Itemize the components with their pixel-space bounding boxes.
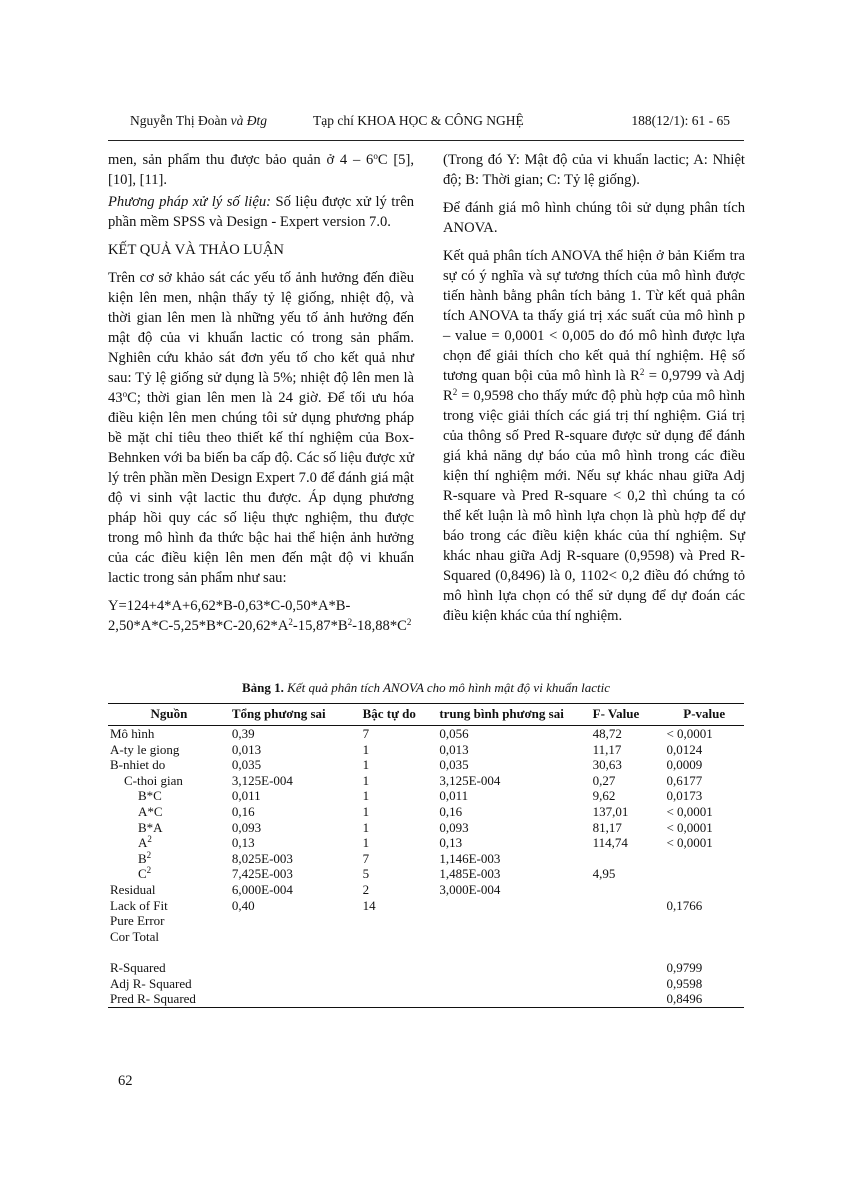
table-cell: [591, 882, 665, 898]
table-cell: 0,0009: [666, 757, 703, 773]
table-row: [108, 991, 744, 1007]
table-cell: 0,13: [231, 835, 255, 851]
anova-text-c: = 0,9598 cho thấy mức độ phù hợp của mô hình trong việc giải thích các giá trị thí nghiệm. Giá trị của thông số Pred R-square được sử dụng để đánh giá khả năng dự báo của mô hình trong các điều kiện thí nghiệm mới. Nếu sự khác nhau giữa Adj R-square và Pred R-square < 0,2 thì chúng ta có thể kết luận là mô hình lựa chọn là phù hợp để dự báo trong các điều kiện khác của thí nghiệm. Sự khác nhau giữa Adj R-square (0,9598) và Pred R- Squared (0,8496) là 0, 1102< 0,2 điều đó chứng tỏ mô hình lựa chọn có thể sử dụng để dự đoán các điều kiện khác của thí nghiệm.: [443, 388, 745, 624]
table-cell: 1: [362, 772, 370, 788]
table-cell: A*C: [138, 803, 163, 819]
table-cell: 0,093: [231, 819, 262, 835]
table-cell: [437, 976, 590, 992]
table-cell: 8,025E-003: [231, 850, 293, 866]
table-cell: 1: [362, 788, 370, 804]
header-p-value: P-value: [664, 704, 744, 726]
paragraph-anova-intro: Để đánh giá mô hình chúng tôi sử dụng phân tích ANOVA.: [443, 200, 745, 236]
table-cell: 7: [362, 850, 370, 866]
table-cell: 0,056: [439, 726, 469, 741]
table-cell: 3,000E-004: [439, 881, 501, 897]
table-cell: 0,0124: [666, 741, 703, 757]
table-cell: C-thoi gian: [124, 772, 183, 788]
table-cell: 0,035: [231, 757, 262, 773]
sup-degree: o: [373, 151, 378, 161]
table-cell: [664, 882, 744, 898]
table-cell: 0,9598: [666, 975, 703, 991]
table-row: [108, 898, 744, 914]
table-cell: 0,6177: [666, 772, 703, 788]
table-cell: 0,16: [231, 803, 255, 819]
table-cell: 1: [362, 819, 370, 835]
table-row: [108, 742, 744, 758]
table-row: [108, 851, 744, 867]
term-sup: 2: [146, 865, 152, 876]
table-row: [108, 882, 744, 898]
table-row: [108, 788, 744, 804]
table-row: [108, 960, 744, 976]
table-cell: 81,17: [592, 819, 622, 835]
table-cell: [437, 944, 590, 960]
table-cell: Residual: [110, 881, 156, 897]
table-cell: [437, 913, 590, 929]
table-cell: [664, 866, 744, 882]
table-cell: Pred R- Squared: [108, 991, 230, 1007]
table-row: [108, 929, 744, 945]
table-cell: Pure Error: [110, 913, 165, 929]
table-cell: 1: [362, 741, 370, 757]
table-cell: 9,62: [592, 788, 616, 804]
text-storage-tail: C [5], [10], [11].: [108, 152, 414, 188]
table-cell: 0,13: [439, 835, 463, 851]
table-cell: Adj R- Squared: [110, 975, 192, 991]
table-cell: [230, 991, 361, 1007]
header-author-name: Nguyễn Thị Đoàn: [130, 113, 228, 128]
running-header: [130, 113, 730, 135]
table-cell: [230, 929, 361, 945]
table-row: [108, 804, 744, 820]
table-cell: 0,16: [439, 803, 463, 819]
term-label: A: [138, 835, 148, 851]
table-row: [108, 726, 744, 742]
table-cell: < 0,0001: [666, 819, 713, 835]
table-cell: [108, 866, 230, 882]
table-caption: [108, 680, 744, 696]
table-cell: [230, 976, 361, 992]
table-cell: 1,485E-003: [439, 866, 501, 882]
table-cell: [108, 835, 230, 851]
table-cell: [591, 851, 665, 867]
term-label: B: [138, 850, 147, 866]
table-cell: 6,000E-004: [231, 881, 293, 897]
header-mean-square: trung bình phương sai: [437, 704, 590, 726]
table-row: [108, 757, 744, 773]
table-cell: [591, 991, 665, 1007]
table-row: [108, 820, 744, 836]
sup-degree: o: [122, 389, 128, 399]
caption-text: Kết quả phân tích ANOVA cho mô hình mật độ vi khuẩn lactic: [283, 680, 610, 695]
table-cell: [108, 944, 230, 960]
header-journal: Tạp chí KHOA HỌC & CÔNG NGHỆ: [313, 113, 524, 128]
regression-formula: [108, 596, 414, 636]
results-text-a: Trên cơ sở khảo sát các yếu tố ảnh hưởng đến điều kiện lên men, nhận thấy tỷ lệ giống, nhiệt độ, và thời gian lên men là những yếu tố ảnh hưởng đến mật độ của vi khuẩn lactic có trong sản phẩm. Nghiên cứu khảo sát đơn yếu tố cho kết quả như sau: Tỷ lệ giống sử dụng là 5%; nhiệt độ lên men là 43: [108, 270, 414, 406]
term-sup: 2: [146, 849, 152, 860]
table-cell: 0,1766: [666, 897, 703, 913]
table-cell: < 0,0001: [666, 726, 713, 741]
table-cell: 30,63: [592, 757, 622, 773]
table-cell: [361, 929, 438, 945]
table-row: [108, 976, 744, 992]
header-rule: [108, 140, 744, 141]
table-cell: 11,17: [592, 741, 622, 757]
table-cell: [664, 913, 744, 929]
table-cell: B-nhiet do: [110, 757, 166, 773]
paragraph-variables: (Trong đó Y: Mật độ của vi khuẩn lactic; A: Nhiệt độ; B: Thời gian; C: Tỷ lệ giống).: [443, 152, 745, 188]
table-row: [108, 944, 744, 960]
table-cell: 48,72: [592, 726, 622, 741]
table-cell: [230, 913, 361, 929]
table-cell: 0,8496: [664, 991, 744, 1007]
table-cell: [664, 851, 744, 867]
caption-label: Bảng 1.: [242, 680, 284, 695]
table-cell: [361, 913, 438, 929]
formula-part-b: -15,87*B: [292, 618, 348, 634]
header-f-value: F- Value: [591, 704, 665, 726]
table-row: [108, 835, 744, 851]
table-row: [108, 913, 744, 929]
table-cell: 3,125E-004: [231, 772, 293, 788]
table-cell: [361, 976, 438, 992]
table-cell: 1,146E-003: [439, 850, 501, 866]
results-text-b: C; thời gian lên men là 24 giờ. Để tối ưu hóa điều kiện lên men chúng tôi sử dụng phương pháp bề mặt chỉ tiêu theo thiết kế thí nghiệm của Box-Behnken với ba biến ba cấp độ. Các số liệu được xử lý trên phần mền Design Expert 7.0 để đánh giá mật độ vi sinh vật lactic thu được. Áp dụng phương pháp hồi quy các số liệu thực nghiệm, thu được trong mô hình đa thức bậc hai thể hiện ảnh hưởng của các điều kiện lên men đến mật độ vi khuẩn lactic trong sản phẩm như sau:: [108, 390, 414, 586]
table-cell: B*A: [138, 819, 163, 835]
table-cell: [591, 898, 665, 914]
table-cell: [591, 976, 665, 992]
paragraph-anova-results: [443, 246, 745, 626]
table-cell: 7: [362, 726, 370, 741]
table-cell: [108, 851, 230, 867]
term-label: C: [138, 866, 147, 882]
table-cell: Mô hình: [110, 726, 155, 741]
methods-text: Số liệu được xử lý trên phần mềm SPSS và Design - Expert version 7.0.: [108, 194, 414, 230]
table-cell: [437, 929, 590, 945]
table-cell: Lack of Fit: [110, 897, 168, 913]
formula-sup: 2: [347, 617, 353, 627]
formula-sup: 2: [288, 617, 293, 627]
table-cell: 1: [362, 757, 370, 773]
table-cell: 1: [362, 835, 370, 851]
formula-part-c: -18,88*C: [352, 618, 407, 634]
header-df: Bậc tự do: [361, 704, 438, 726]
header-sum-squares: Tổng phương sai: [230, 704, 361, 726]
table-cell: [230, 960, 361, 976]
anova-text-b: = 0,9799 và Adj R: [443, 368, 745, 404]
header-authors: [130, 113, 267, 129]
anova-table: [108, 703, 744, 1008]
table-cell: 4,95: [592, 866, 616, 882]
paragraph-methods: [108, 192, 414, 232]
table-cell: 7,425E-003: [231, 866, 293, 882]
page-number: 62: [118, 1073, 133, 1089]
table-cell: B*C: [138, 788, 162, 804]
table-cell: 0,39: [231, 726, 255, 741]
formula-part-a: Y=124+4*A+6,62*B-0,63*C-0,50*A*B-2,50*A*C-5,25*B*C-20,62*A: [108, 598, 351, 634]
table-cell: [361, 960, 438, 976]
table-cell: 0,27: [592, 772, 616, 788]
methods-label: Phương pháp xử lý số liệu:: [108, 194, 271, 210]
table-cell: [591, 929, 665, 945]
table-cell: < 0,0001: [666, 835, 713, 851]
table-row: [108, 773, 744, 789]
table-cell: 0,40: [231, 897, 255, 913]
table-cell: R-Squared: [110, 959, 166, 975]
formula-sup: 2: [406, 617, 412, 627]
table-cell: < 0,0001: [666, 803, 713, 819]
table-cell: 0,0173: [666, 788, 703, 804]
table-cell: [591, 960, 665, 976]
table-row: [108, 866, 744, 882]
table-cell: [437, 960, 590, 976]
header-author-etal: và Đtg: [230, 113, 267, 128]
table-cell: 0,013: [231, 741, 262, 757]
table-cell: 0,013: [439, 741, 469, 757]
table-cell: A-ty le giong: [110, 741, 180, 757]
header-source: Nguồn: [108, 704, 230, 726]
table-cell: [437, 898, 590, 914]
table-cell: [664, 944, 744, 960]
table-cell: 137,01: [592, 803, 629, 819]
table-cell: [230, 944, 361, 960]
paragraph-storage: [108, 150, 414, 190]
table-cell: 0,093: [439, 819, 469, 835]
table-cell: 5: [362, 866, 370, 882]
table-cell: 2: [362, 881, 370, 897]
table-cell: [591, 944, 665, 960]
sup-square: 2: [639, 367, 645, 377]
text-storage: men, sản phẩm thu được bảo quản ở 4 – 6: [108, 152, 374, 168]
right-column: [443, 150, 745, 634]
table-cell: 0,011: [439, 788, 469, 804]
paragraph-results: [108, 268, 414, 588]
table-cell: 0,035: [439, 757, 469, 773]
table-cell: [591, 913, 665, 929]
table-cell: [437, 991, 590, 1007]
anova-table-body: [108, 726, 744, 1008]
anova-text-a: Kết quả phân tích ANOVA thể hiện ở bản Kiểm tra sự có ý nghĩa và sự tương thích của mô hình được tiến hành bằng phân tích bảng 1. Từ kết quả phân tích ANOVA ta thấy giá trị xác suất của mô hình p – value = 0,0001 < 0,005 do đó mô hình được lựa chọn để giải thích cho kết quả thí nghiệm. Hệ số tương quan bội của mô hình là R: [443, 248, 745, 384]
table-cell: Cor Total: [110, 928, 160, 944]
table-cell: 114,74: [592, 835, 628, 851]
header-issue: 188(12/1): 61 - 65: [631, 113, 730, 128]
left-column: [108, 150, 414, 644]
sup-square: 2: [452, 387, 458, 397]
table-cell: 0,011: [231, 788, 261, 804]
table-header-row: [108, 704, 744, 726]
section-title: KẾT QUẢ VÀ THẢO LUẬN: [108, 242, 284, 258]
table-cell: 3,125E-004: [439, 772, 501, 788]
table-cell: 14: [362, 897, 376, 913]
table-cell: [664, 929, 744, 945]
table-cell: [361, 991, 438, 1007]
table-cell: 1: [362, 803, 370, 819]
table-cell: 0,9799: [666, 959, 703, 975]
term-sup: 2: [147, 834, 152, 845]
table-cell: [361, 944, 438, 960]
